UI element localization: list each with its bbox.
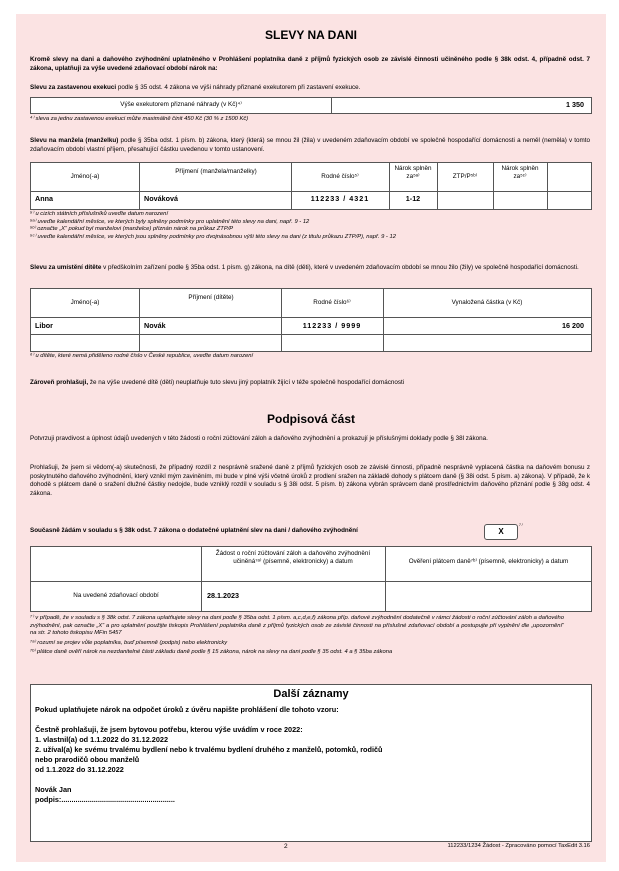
manzel-header-narok-ztp: Nárok splněn za⁵ᶜ⁾ [501,165,539,180]
exekuce-value[interactable]: 1 350 [566,100,584,109]
manzel-heading-bold: Slevu na manžela (manželku) [30,137,119,144]
dalsi-title: Další záznamy [273,688,349,700]
manzel-heading-rest: podle § 35ba odst. 1 písm. b) zákona, který (která) se mnou žil (žila) v uvedeném zdaňovacím období ve společně hospodařící domácnosti a neměl (neměla) v tomto zdaňovacím období vlastní příjem, přesahující částku uvedenou v tomto ustanovení. [30,137,591,153]
manzel-footnote-5c: ⁵ᶜ⁾ uveďte kalendářní měsíce, ve kterých jsou splněny podmínky pro dvojnásobnou výši této slevy na dani (z titulu průkazu ZTP/P), např. 9 - 12 [30,233,396,240]
exekuce-heading-rest: podle § 35 odst. 4 zákona ve výši náhrady přiznané exekutorem při zastavení exekuce. [117,84,361,91]
dalsi-line-9: Novák Jan [35,785,72,794]
manzel-footnote-5: ⁵⁾ u cizích státních příslušníků uveďte datum narození [30,211,168,217]
dite-heading-rest: v předškolním zařízení podle § 35ba odst. 1 písm. g) zákona, na dítě (děti), které v uvedeném zdaňovacím období se mnou žilo (žily) ve společně hospodařící domácnosti. [103,264,579,271]
dalsi-line-2 [35,715,587,725]
podpis-footnote-7a: ⁷ᵃ⁾ rozumí se projev vůle poplatníka, buď písemně (podpis) nebo elektronicky [30,639,228,646]
dite-heading-bold: Slevu za umístění dítěte [30,264,102,271]
dalsi-content[interactable] [35,705,587,805]
manzel-header-narok: Nárok splněn za⁵ᵃ⁾ [394,165,432,180]
soucasne-checkbox[interactable]: X [484,524,518,540]
dite-rc[interactable]: 112233 / 9999 [302,321,362,330]
manzel-footnote-5b: ⁵ᵇ⁾ označte „X“ pokud byl manželovi (manželce) přiznán nárok na průkaz ZTP/P [30,226,234,233]
manzel-footnotes [30,211,600,241]
podpis-title: Podpisová část [266,412,356,426]
dite-table [30,288,592,352]
dite-prohlaseni-bold: Zároveň prohlašuji, [30,379,89,386]
dite-heading [30,264,590,273]
dite-header-jmeno: Jméno(-a) [70,299,100,306]
podpis-row-label: Na uvedené zdaňovací období [73,592,159,599]
podpis-header-zadost: Žádost o roční zúčtování záloh a daňového zvýhodnění učiněná⁷ᵃ⁾ (písemně, elektronicky) a datum [215,550,371,565]
manzel-footnote-5a: ⁵ᵃ⁾ uveďte kalendářní měsíce, ve kterých byly splněny podmínky pro uplatnění této slevy na dani, např. 9 - 12 [30,218,310,225]
dalsi-line-10: podpis:........................................................ [35,795,175,804]
exekuce-label: Výše exekutorem přiznané náhrady (v Kč)⁴⁾ [120,101,242,108]
exekuce-heading-bold: Slevu za zastavenou exekuci [30,84,117,91]
exekuce-footnote: ⁴⁾ sleva za jednu zastavenou exekuci může maximálně činit 450 Kč (30 % z 1500 Kč) [30,116,249,122]
podpis-table [30,546,592,612]
dalsi-line-4: 1. vlastnil(a) od 1.1.2022 do 31.12.2022 [35,735,169,744]
footer-note: 112233/1234 Žádost - Zpracováno pomocí TaxEdit 3.16 [447,843,590,849]
dite-castka[interactable]: 16 200 [562,321,584,330]
manzel-rc[interactable]: 112233 / 4321 [310,194,370,203]
podpis-p2: Prohlašuji, že jsem si vědom(-a) skutečnosti, že případný rozdíl z nesprávně sražené daně z příjmů fyzických osob ze závislé činnosti, případně nesprávně vyplacená částka na daňovém bonusu z poskytnutého daňového zvýhodnění, který vznikl mým zaviněním, mi bude v plné výši včetně úroků z prodlení sražen na základě dohody s plátcem daně (§ 38i odst. 5 písm. a) zákona). V případě, že k dohodě s plátcem daně o sražení dlužné částky nedojde, bude vzniklý rozdíl v souladu s § 38i odst. 5 písm. b) zákona vybrán správcem daně prostřednictvím daňového přiznání podle § 38g odst. 4 zákona. [30,464,590,497]
dite-prohlaseni-rest: že na výše uvedené dítě (děti) neuplatňuje tuto slevu jiný poplatník žijící v téže společně hospodařící domácnosti [89,379,405,386]
manzel-table [30,162,592,210]
podpis-footnote-7: ⁷⁾ v případě, že v souladu s § 38k odst. 7 zákona uplatňujete slevy na dani podle § 35ba odst. 1 písm. a,c,d,e,f) zákona příp. daňové zvýhodnění dodatečně v rámci žádosti o roční zúčtování záloh a daňového zvýhodnění, pak označte „X“ a pro uplatnění použijte tiskopis Prohlášení poplatníka daně z příjmů fyzických osob ze závislé činnosti na příslušné zdaňovací období a postupujte při vyplnění dle „upozornění“ na str. 2 tohoto tiskopisu MFin 5457 [30,615,564,637]
soucasne-text: Současně žádám v souladu s § 38k odst. 7 zákona o dodatečné uplatnění slev na dani / daňového zvýhodnění [30,527,358,534]
dite-prohlaseni [30,379,590,388]
manzel-header-rc: Rodné číslo⁵⁾ [321,173,359,180]
dalsi-zaznamy-box [30,684,592,842]
exekuce-heading [30,84,590,93]
manzel-header-prijmeni: Příjmení (manžela/manželky) [175,168,257,175]
podpis-header-overeni: Ověření plátcem daně⁷ᵇ⁾ (písemně, elektronicky) a datum [408,558,569,565]
page-title: SLEVY NA DANI [264,28,357,42]
page-number: 2 [284,843,288,850]
form-page [16,14,606,862]
dalsi-line-5: 2. užíval(a) ke svému trvalému bydlení nebo k trvalému bydlení druhého z manželů, potomků, rodičů [35,745,383,754]
dite-footnote: ⁶⁾ u dítěte, které nemá přiděleno rodné číslo v České republice, uveďte datum narození [30,353,254,359]
dalsi-line-6: nebo prarodičů obou manželů [35,755,140,764]
podpis-row-date[interactable]: 28.1.2023 [207,591,239,600]
manzel-prijmeni[interactable]: Nováková [144,194,178,203]
exekuce-table [30,97,592,114]
manzel-narok[interactable]: 1-12 [405,194,421,203]
dalsi-line-1: Pokud uplatňujete nárok na odpočet úroků z úvěru napište prohlášení dle tohoto vzoru: [35,705,339,714]
dite-jmeno[interactable]: Libor [35,321,53,330]
dite-prijmeni[interactable]: Novák [144,321,166,330]
soucasne-footnote-ref: ⁷⁾ [519,523,523,529]
dalsi-line-8 [35,775,587,785]
manzel-header-ztp: ZTP/P⁵ᵇ⁾ [452,173,478,180]
manzel-header-jmeno: Jméno(-a) [70,173,100,180]
manzel-jmeno[interactable]: Anna [35,194,53,203]
intro-text: Kromě slevy na dani a daňového zvýhodnění uplatněného v Prohlášení poplatníka daně z příjmů fyzických osob ze závislé činnosti učiněného podle § 38k odst. 4, případně odst. 7 zákona, uplatňuji za výše uvedené zdaňovací období nárok na: [30,56,590,72]
podpis-p1: Potvrzuji pravdivost a úplnost údajů uvedených v této žádosti o roční zúčtování záloh a daňového zvýhodnění a prokazují je příslušnými doklady podle § 38l zákona. [30,435,488,442]
dalsi-line-3: Čestně prohlašuji, že jsem bytovou potřebu, kterou výše uvádím v roce 2022: [35,725,303,734]
manzel-heading [30,137,590,154]
dite-header-castka: Vynaložená částka (v Kč) [451,299,523,306]
dite-header-prijmeni: Příjmení (dítěte) [188,294,234,301]
podpis-footnotes [30,615,564,657]
dite-header-rc: Rodné číslo⁶⁾ [313,299,351,306]
podpis-footnote-7b: ⁷ᵇ⁾ plátce daně ověří nárok na nezdanitelné části základu daně podle § 15 zákona, nárok na slevy na dani podle § 35 odst. 4 a § 35ba zákona [30,649,393,656]
dalsi-line-7: od 1.1.2022 do 31.12.2022 [35,765,124,774]
